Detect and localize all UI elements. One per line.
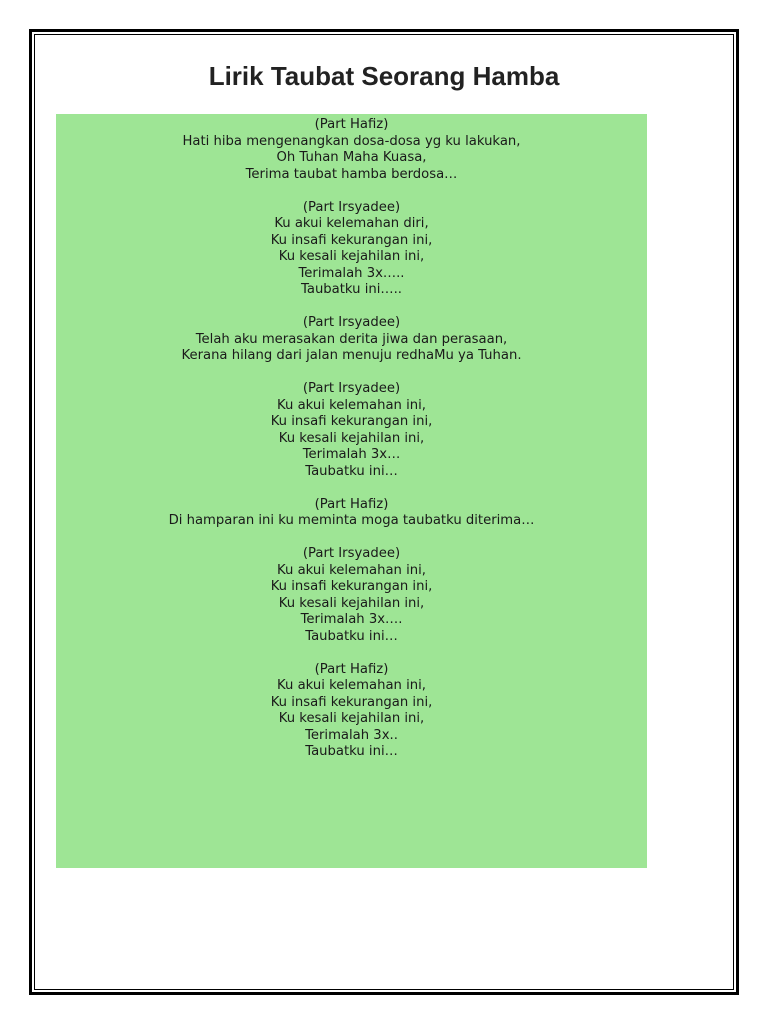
lyrics-line: Terimalah 3x…. — [300, 612, 403, 627]
verse-part-label: (Part Irsyadee) — [302, 315, 401, 330]
lyrics-line: Ku insafi kekurangan ini, — [270, 232, 433, 248]
lyrics-line: Ku kesali kejahilan ini, — [278, 249, 425, 264]
lyrics-line: Ku akui kelemahan ini, — [277, 678, 426, 693]
lyrics-line: Telah aku merasakan derita jiwa dan perasaan, — [195, 331, 508, 347]
page-title: Lirik Taubat Seorang Hamba — [208, 61, 560, 91]
lyrics-verse — [56, 315, 647, 365]
lyrics-line: Ku akui kelemahan ini, — [277, 562, 426, 578]
lyrics-line: Ku kesali kejahilan ini, — [278, 430, 425, 446]
lyrics-line: Terimalah 3x… — [302, 447, 401, 462]
lyrics-line: Taubatku ini… — [305, 628, 398, 644]
lyrics-line: Ku kesali kejahilan ini, — [278, 595, 425, 611]
lyrics-line: Kerana hilang dari jalan menuju redhaMu ya Tuhan. — [181, 348, 522, 363]
lyrics-line: Taubatku ini… — [305, 744, 398, 759]
lyrics-line: Taubatku ini… — [305, 463, 398, 479]
lyrics-line: Ku akui kelemahan diri, — [274, 216, 429, 231]
lyrics-line: Hati hiba mengenangkan dosa-dosa yg ku lakukan, — [182, 133, 521, 149]
lyrics-verse — [56, 381, 647, 480]
verse-part-label: (Part Hafiz) — [314, 661, 389, 677]
lyrics-line: Terimalah 3x….. — [298, 265, 405, 281]
lyrics-line: Ku akui kelemahan ini, — [277, 397, 426, 413]
verse-part-label: (Part Irsyadee) — [302, 381, 401, 396]
verse-part-label: (Part Hafiz) — [314, 117, 389, 132]
lyrics-verse — [56, 497, 647, 530]
lyrics-verse — [56, 117, 647, 183]
lyrics-line: Ku insafi kekurangan ini, — [270, 414, 433, 429]
lyrics-verse — [56, 662, 647, 761]
lyrics-line: Di hamparan ini ku meminta moga taubatku diterima… — [168, 513, 535, 528]
lyrics-box — [56, 114, 647, 868]
lyrics-line: Terimalah 3x.. — [305, 727, 398, 743]
verse-part-label: (Part Irsyadee) — [302, 199, 401, 215]
lyrics-line: Ku insafi kekurangan ini, — [270, 579, 433, 594]
lyrics-line: Taubatku ini….. — [301, 282, 402, 297]
lyrics-line: Ku kesali kejahilan ini, — [278, 711, 425, 726]
verse-part-label: (Part Hafiz) — [314, 496, 389, 512]
verse-part-label: (Part Irsyadee) — [302, 546, 401, 561]
lyrics-line: Ku insafi kekurangan ini, — [270, 694, 433, 710]
lyrics-verse — [56, 200, 647, 299]
lyrics-verse — [56, 546, 647, 645]
lyrics-line: Terima taubat hamba berdosa… — [245, 166, 458, 182]
lyrics-line: Oh Tuhan Maha Kuasa, — [276, 150, 427, 165]
